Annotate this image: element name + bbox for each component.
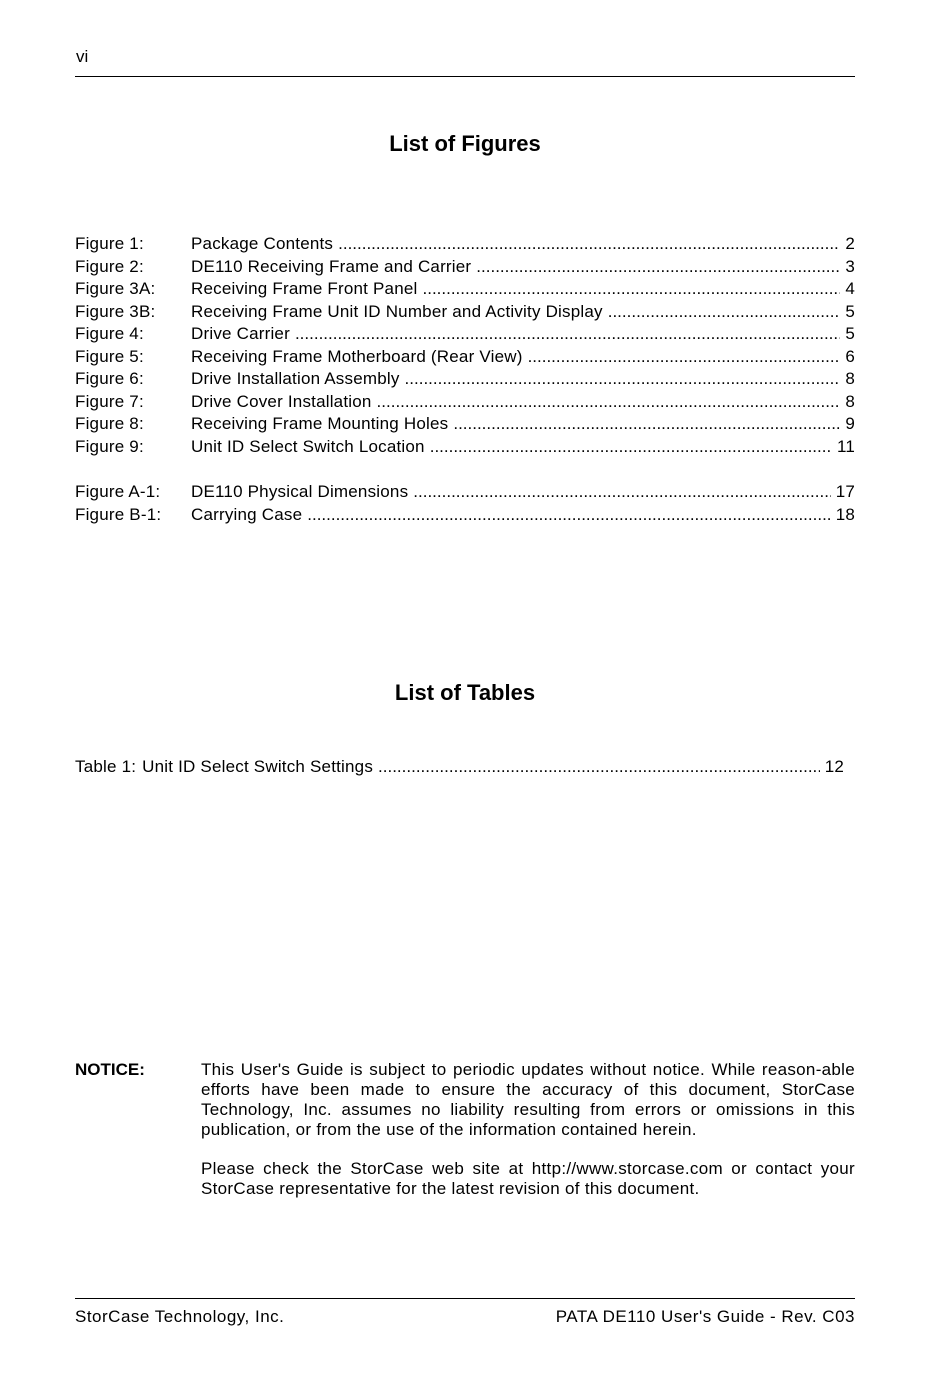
figure-title: Drive Cover Installation [191,391,372,411]
table-entry[interactable] [75,756,844,778]
dot-leader [405,368,841,391]
dot-leader [528,346,841,369]
table-title: Unit ID Select Switch Settings [142,757,374,776]
figure-label: Figure 9: [75,436,144,456]
figure-entry[interactable] [75,481,855,504]
figure-entry[interactable] [75,368,855,391]
table-label: Table 1: [75,757,137,776]
figure-label: Figure 5: [75,346,144,366]
figure-entry[interactable] [75,301,855,324]
figure-title: DE110 Physical Dimensions [191,482,409,501]
figure-page: 5 [845,301,855,321]
figure-title: Receiving Frame Front Panel [191,279,418,298]
figure-title: Drive Installation Assembly [191,369,400,388]
notice-label: NOTICE: [75,1060,145,1079]
notice-paragraph: This User's Guide is subject to periodic updates without notice. While reason-able efforts have been made to ensure the accuracy of this document, StorCase Technology, Inc. assumes no liability resulting from errors or omissions in this publication, or from the use of the information contained herein. [201,1060,855,1139]
figure-entry[interactable] [75,413,855,436]
figure-page: 8 [845,369,855,388]
figure-title: Package Contents [191,234,334,253]
footer-rule [75,1298,855,1299]
figure-title: Unit ID Select Switch Location [191,436,425,456]
figure-entry[interactable] [75,346,855,369]
dot-leader [338,233,840,256]
figure-label: Figure 8: [75,414,144,433]
figure-label: Figure 2: [75,256,144,276]
dot-leader [476,256,840,279]
figure-label: Figure 1: [75,234,144,253]
list-of-tables-title: List of Tables [394,680,536,705]
figure-label: Figure 3A: [75,279,156,298]
footer-document-title: PATA DE110 User's Guide - Rev. C03 [555,1307,855,1326]
footer-company: StorCase Technology, Inc. [75,1307,285,1326]
figure-label: Figure A-1: [75,482,161,501]
list-of-figures-title: List of Figures [389,131,541,156]
figure-title: Drive Carrier [191,324,290,343]
dot-leader [423,278,841,301]
figure-entry[interactable] [75,278,855,301]
figure-page: 8 [845,391,855,411]
table-page: 12 [824,757,844,776]
figure-label: Figure 6: [75,369,144,388]
figure-title: Receiving Frame Motherboard (Rear View) [191,346,523,366]
notice-paragraph: Please check the StorCase web site at http://www.storcase.com or contact your StorCase representative for the latest revision of this document. [201,1159,855,1198]
dot-leader [377,391,841,414]
figure-title: Receiving Frame Unit ID Number and Activity Display [191,301,603,321]
figure-label: Figure 7: [75,391,144,411]
figure-page: 17 [835,482,855,501]
figure-entry[interactable] [75,504,855,527]
figure-page: 18 [835,504,855,524]
figure-entry[interactable] [75,256,855,279]
figure-page: 5 [845,324,855,343]
figure-title: Carrying Case [191,504,303,524]
dot-leader [378,756,820,778]
dot-leader [307,504,830,527]
dot-leader [413,481,830,504]
figure-entry[interactable] [75,391,855,414]
figure-label: Figure 4: [75,324,144,343]
figure-label: Figure 3B: [75,301,156,321]
figure-page: 3 [845,256,855,276]
page-number: vi [76,47,89,66]
figure-entry[interactable] [75,233,855,256]
dot-leader [295,323,840,346]
figure-entry[interactable] [75,436,855,459]
dot-leader [453,413,840,436]
figure-page: 4 [845,279,855,298]
dot-leader [608,301,841,324]
figure-page: 2 [845,234,855,253]
header-rule [75,76,855,77]
figure-page: 11 [836,436,855,456]
figure-page: 9 [845,414,855,433]
figure-entry[interactable] [75,323,855,346]
figure-label: Figure B-1: [75,504,162,524]
figure-page: 6 [845,346,855,366]
dot-leader [430,436,832,459]
figure-title: Receiving Frame Mounting Holes [191,414,449,433]
figure-title: DE110 Receiving Frame and Carrier [191,256,472,276]
